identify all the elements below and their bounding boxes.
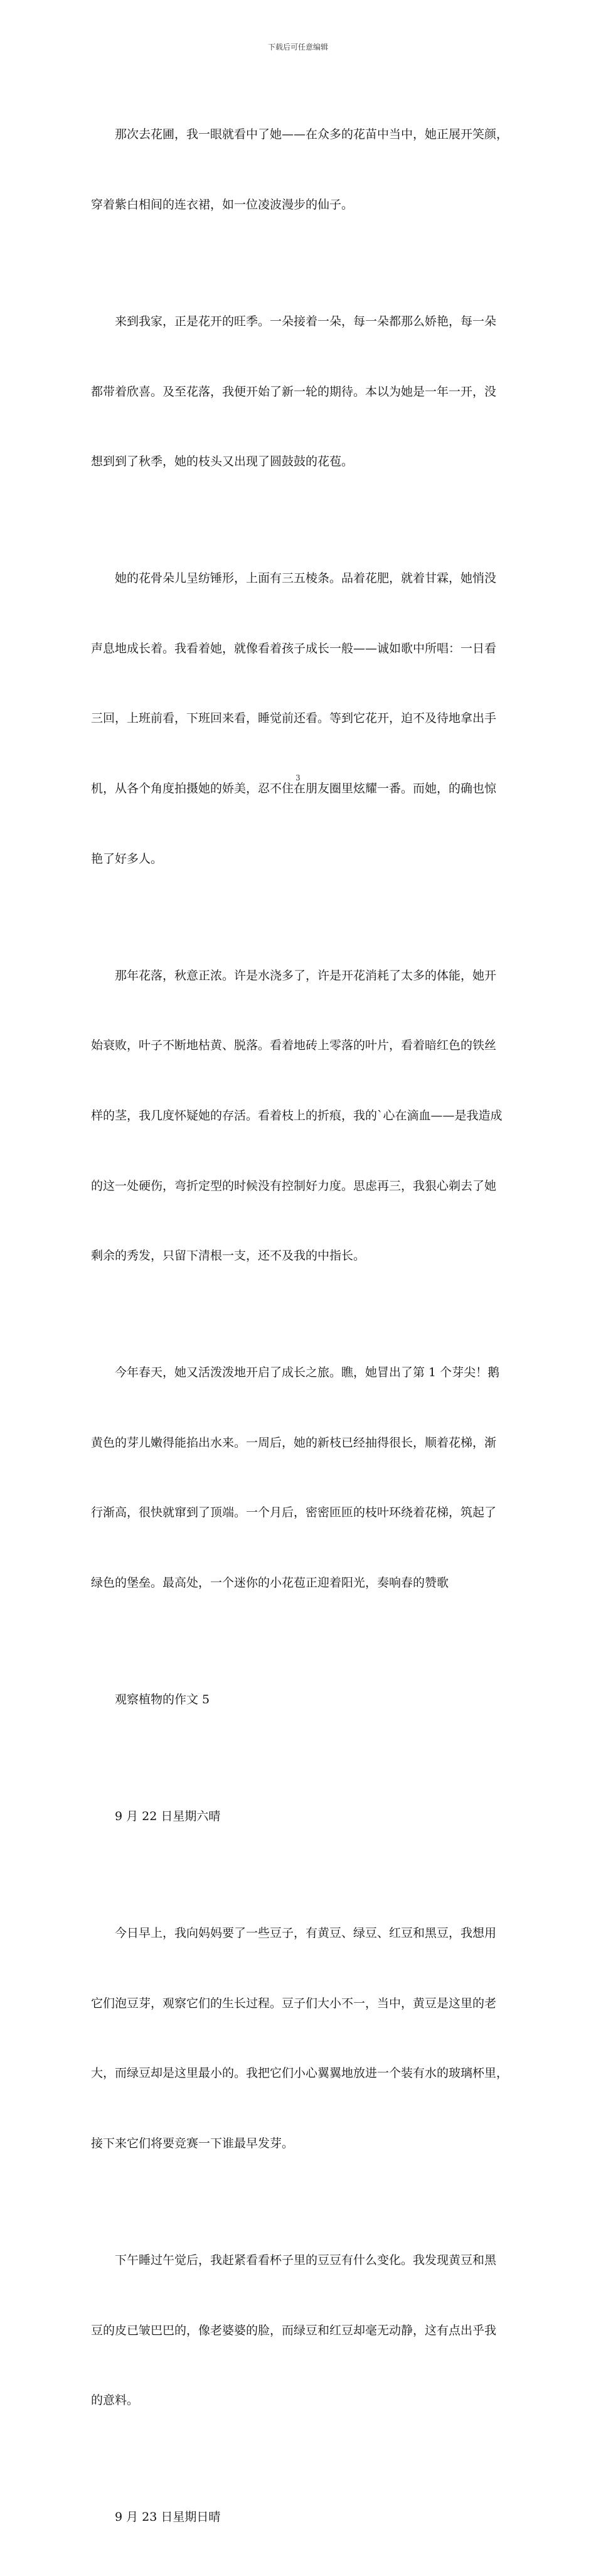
text-line: 下午睡过午觉后，我赶紧看看杯子里的豆豆有什么变化。我发现黄豆和黑 <box>115 2253 497 2267</box>
text-line: 样的茎，我几度怀疑她的存活。看着枝上的折痕，我的`心在滴血——是我造成 <box>91 1108 503 1123</box>
document-body <box>91 77 518 2576</box>
paragraph <box>91 77 518 264</box>
text-line: 黄色的芽儿嫩得能掐出水来。一周后，她的新枝已经抽得很长，顺着花梯，渐 <box>91 1435 497 1450</box>
paragraph <box>91 917 518 1314</box>
page-header: 下载后可任意编辑 <box>267 43 328 51</box>
text-line: 行渐高，很快就窜到了顶端。一个月后，密密匝匝的枝叶环绕着花梯，筑起了 <box>91 1506 497 1520</box>
text-line: 始衰败，叶子不断地枯黄、脱落。看着地砖上零落的叶片，看着暗红色的铁丝 <box>91 1038 497 1053</box>
text-line: 想到到了秋季，她的枝头又出现了圆鼓鼓的花苞。 <box>91 455 354 469</box>
text-line: 机，从各个角度拍摄她的娇美，忍不住在朋友圈里炫耀一番。而她，的确也惊 <box>91 782 497 796</box>
text-line: 绿色的堡垒。最高处，一个迷你的小花苞正迎着阳光，奏响春的赞歌 <box>91 1576 449 1590</box>
text-line: 今年春天，她又活泼泼地开启了成长之旅。瞧，她冒出了第 1 个芽尖！鹅 <box>115 1366 500 1380</box>
paragraph <box>91 520 518 917</box>
paragraph <box>91 2202 518 2459</box>
text-line: 艳了好多人。 <box>91 851 163 866</box>
date-line <box>91 1759 518 1875</box>
text-line: 豆的皮已皱巴巴的，像老婆婆的脸，而绿豆和红豆却毫无动静，这有点出乎我 <box>91 2323 497 2337</box>
text-line: 的意料。 <box>91 2393 139 2408</box>
text-line: 接下来它们将要竞赛一下谁最早发芽。 <box>91 2136 294 2150</box>
text-line: 穿着紫白相间的连衣裙，如一位凌波漫步的仙子。 <box>91 198 354 212</box>
text-line: 那次去花圃，我一眼就看中了她——在众多的花苗中当中，她正展开笑颜， <box>115 127 509 142</box>
paragraph <box>91 1875 518 2202</box>
section-heading <box>91 1642 518 1759</box>
text-line: 9 月 23 日星期日晴 <box>115 2510 221 2525</box>
text-line: 来到我家，正是花开的旺季。一朵接着一朵，每一朵都那么娇艳，每一朵 <box>115 315 497 329</box>
text-line: 观察植物的作文 5 <box>115 1693 210 1707</box>
paragraph <box>91 264 518 520</box>
text-line: 她的花骨朵儿呈纺锤形，上面有三五棱条。品着花肥，就着甘霖，她悄没 <box>115 571 497 586</box>
text-line: 三回，上班前看，下班回来看，睡觉前还看。等到它花开，迫不及待地拿出手 <box>91 711 497 726</box>
page-number: 3 <box>295 773 301 782</box>
text-line: 的这一处硬伤，弯折定型的时候没有控制好力度。思虑再三，我狠心剃去了她 <box>91 1178 497 1193</box>
text-line: 它们泡豆芽，观察它们的生长过程。豆子们大小不一，当中，黄豆是这里的老 <box>91 1996 497 2010</box>
text-line: 那年花落，秋意正浓。许是水浇多了，许是开花消耗了太多的体能，她开 <box>115 968 497 983</box>
text-line: 今日早上，我向妈妈要了一些豆子，有黄豆、绿豆、红豆和黑豆，我想用 <box>115 1926 497 1941</box>
date-line <box>91 2459 518 2576</box>
text-line: 9 月 22 日星期六晴 <box>115 1809 221 1824</box>
text-line: 大，而绿豆却是这里最小的。我把它们小心翼翼地放进一个装有水的玻璃杯里， <box>91 2066 509 2081</box>
paragraph <box>91 1315 518 1642</box>
text-line: 都带着欣喜。及至花落，我便开始了新一轮的期待。本以为她是一年一开，没 <box>91 384 497 399</box>
text-line: 剩余的秀发，只留下清根一支，还不及我的中指长。 <box>91 1249 366 1263</box>
text-line: 声息地成长着。我看着她，就像看着孩子成长一般——诚如歌中所唱：一日看 <box>91 641 497 655</box>
